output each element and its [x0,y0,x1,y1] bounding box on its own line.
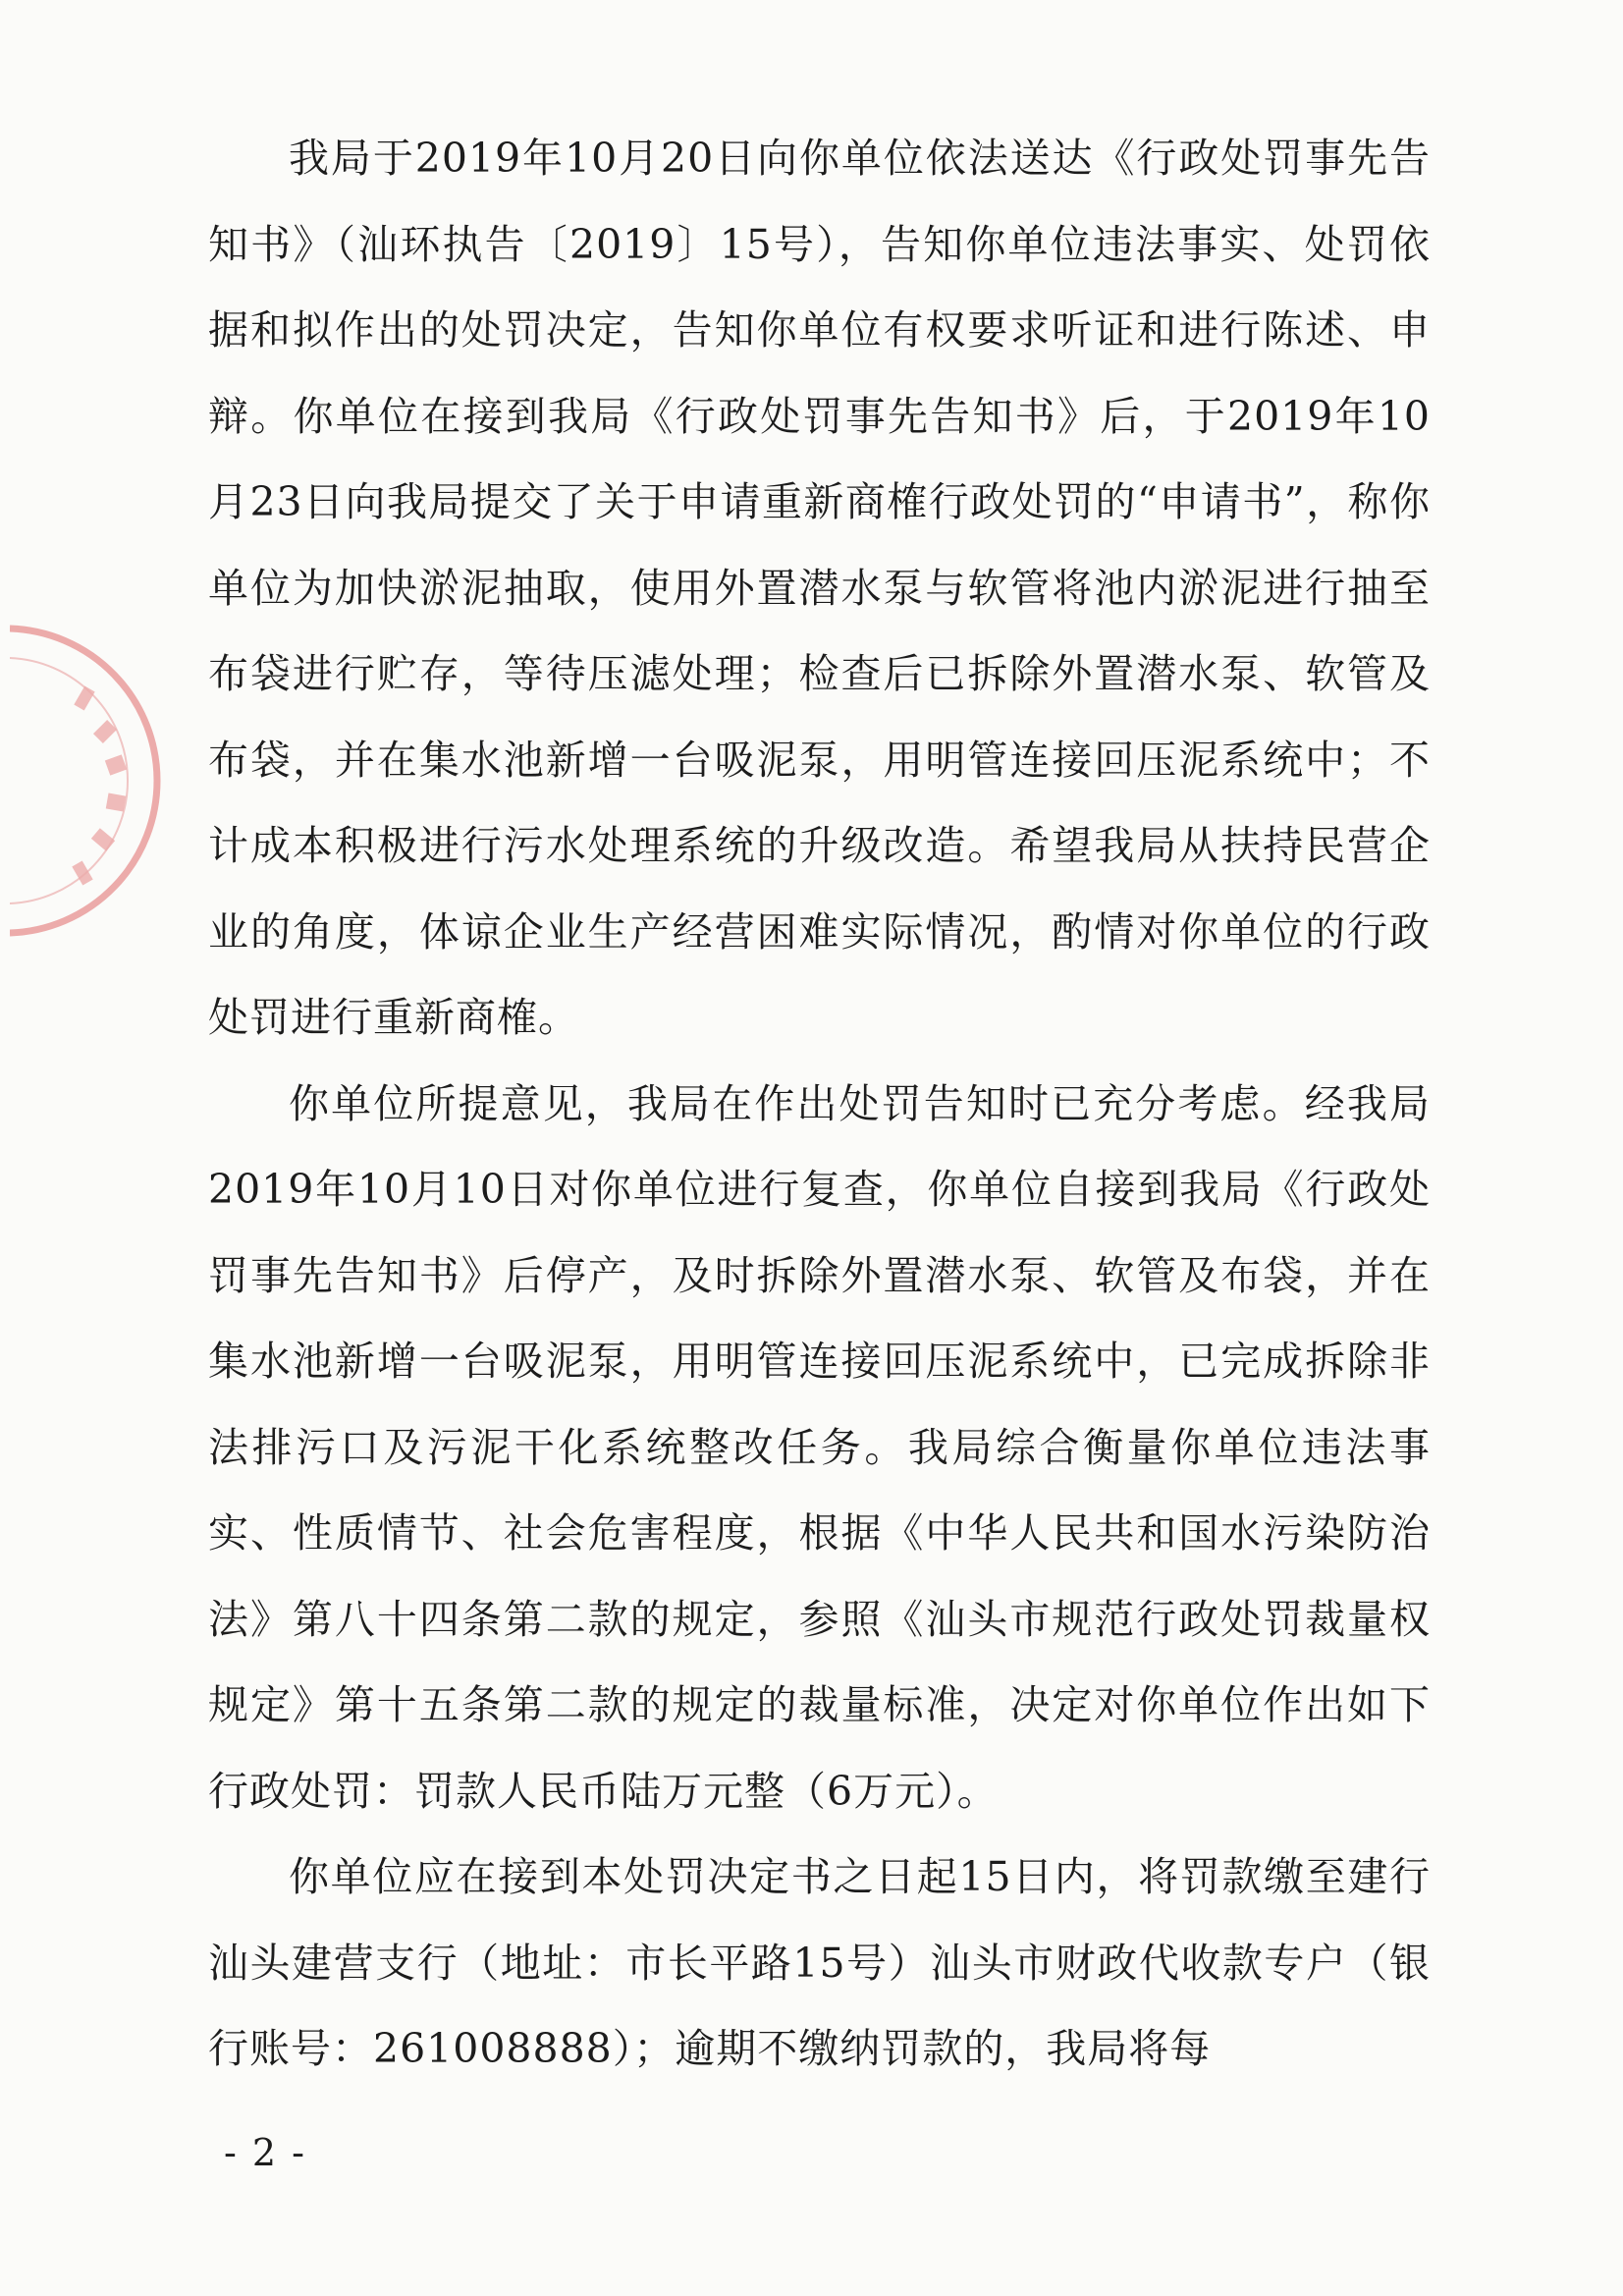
page-number: - 2 - [224,2131,307,2174]
document-body [208,116,1431,2093]
paragraph-2: 你单位所提意见，我局在作出处罚告知时已充分考虑。经我局2019年10月10日对你单位进行复查，你单位自接到我局《行政处罚事先告知书》后停产，及时拆除外置潜水泵、软管及布袋，并在集水池新增一台吸泥泵，用明管连接回压泥系统中，已完成拆除非法排污口及污泥干化系统整改任务。我局综合衡量你单位违法事实、性质情节、社会危害程度，根据《中华人民共和国水污染防治法》第八十四条第二款的规定，参照《汕头市规范行政处罚裁量权规定》第十五条第二款的规定的裁量标准，决定对你单位作出如下行政处罚：罚款人民币陆万元整（6万元）。 [208,1079,1431,1815]
paragraph-1: 我局于2019年10月20日向你单位依法送达《行政处罚事先告知书》（汕环执告〔2019〕15号），告知你单位违法事实、处罚依据和拟作出的处罚决定，告知你单位有权要求听证和进行陈述、申辩。你单位在接到我局《行政处罚事先告知书》后，于2019年10月23日向我局提交了关于申请重新商榷行政处罚的“申请书”，称你单位为加快淤泥抽取，使用外置潜水泵与软管将池内淤泥进行抽至布袋进行贮存，等待压滤处理；检查后已拆除外置潜水泵、软管及布袋，并在集水池新增一台吸泥泵，用明管连接回压泥系统中；不计成本积极进行污水处理系统的升级改造。希望我局从扶持民营企业的角度，体谅企业生产经营困难实际情况，酌情对你单位的行政处罚进行重新商榷。 [208,135,1431,1041]
paragraph-3: 你单位应在接到本处罚决定书之日起15日内，将罚款缴至建行汕头建营支行（地址：市长平路15号）汕头市财政代收款专户（银行账号：261008888）；逾期不缴纳罚款的，我局将每 [208,1853,1431,2072]
official-seal-partial [10,619,167,943]
